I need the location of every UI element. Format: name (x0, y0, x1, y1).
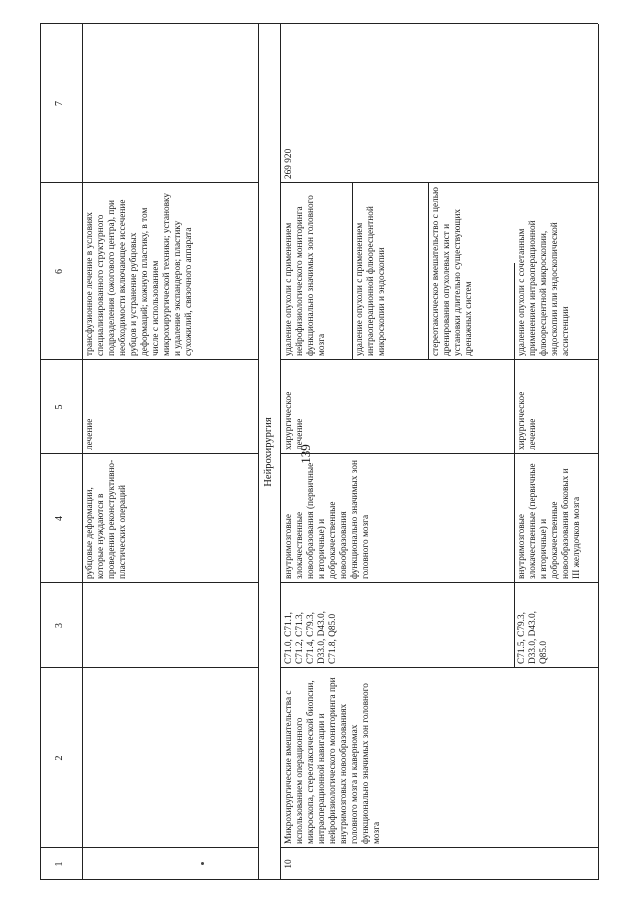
col-divider-2b (280, 667, 598, 668)
sub1-method-2: удаление опухоли с применением интраоперационной флюоресцентной микроскопии и эндоскопии (355, 206, 387, 356)
header-bottom-border (82, 24, 83, 880)
column-header-1: 1 (54, 861, 65, 867)
row-price: 269 920 (284, 148, 294, 179)
sub2-model: внутримозговые злокачественные (первичные и вторичные) и доброкачественные новообразования боковых и III желудочков мозга (517, 463, 582, 579)
col-divider-2a (40, 667, 258, 668)
subrow-divider (514, 263, 515, 668)
col-divider-1b (280, 847, 598, 848)
table-right-border (40, 23, 598, 24)
method-divider-2 (428, 183, 429, 360)
sub1-treatment: хирургическое лечение (284, 391, 305, 450)
section-title: Нейрохирургия (263, 417, 274, 487)
col-divider-6b (280, 182, 598, 183)
sub2-codes: C71.5, C79.3, D33.0, D43.0, Q85.0 (517, 611, 549, 664)
continuation-method: трансфузионное лечение в условиях специализированного структурного подразделения (ожогового центра), при необходимости включающее иссечение рубцов и устранение рубцовых деформаций; кожную пластику, в том числе с использованием микрохирургической техники; установку и удаление экспандеров; пластику сухожилий, связочного аппарата (85, 192, 194, 356)
row-number: 10 (284, 859, 294, 869)
column-header-5: 5 (54, 404, 65, 410)
table-left-border (40, 879, 598, 880)
sub2-method-1: удаление опухоли с сочетанным применением интраоперационной флюоресцентной микроскопии, эндоскопии или эндоскопической ассистенции (517, 220, 571, 356)
sub2-treatment: хирургическое лечение (517, 391, 538, 450)
sub1-method-3: стереотаксическое вмешательство с целью дренирования опухолевых кист и установки длительно существующих дренажных систем (431, 187, 474, 356)
col-divider-5a (40, 359, 258, 360)
column-header-7: 7 (54, 101, 65, 106)
page-number: 139 (298, 444, 313, 464)
col-divider-6a (40, 182, 258, 183)
section-line-upper (258, 24, 259, 880)
column-header-4: 4 (54, 516, 65, 521)
sub1-codes: C71.0, C71.1, C71.2, C71.3, C71.4, C79.3, D33.0, D43.0, C71.8, Q85.0 (284, 611, 338, 664)
col-divider-4a (40, 453, 258, 454)
table-bottom-border (598, 24, 599, 880)
row-name: Микрохирургические вмешательства с использованием операционного микроскопа, стереотаксической биопсии, интраоперационной навигации и нейрофизиологического мониторинга при внутримозговых новообразованиях головного мозга и каверномах функционально значимых зон головного мозга (284, 677, 382, 844)
section-line-lower (280, 24, 281, 880)
col-divider-5b (280, 359, 598, 360)
table-top-border (40, 24, 41, 880)
column-header-2: 2 (54, 755, 65, 761)
method-divider-1 (352, 183, 353, 360)
column-header-3: 3 (54, 623, 65, 628)
scan-speck (201, 862, 204, 865)
column-header-6: 6 (54, 269, 65, 274)
sub1-model: внутримозговые злокачественные новообразования (первичные и вторичные) и доброкачественные новообразования функционально значимых зон головного мозга (284, 460, 371, 579)
sub1-method-1: удаление опухоли с применением нейрофизиологического мониторинга функционально значимых зон головного мозга (284, 195, 327, 356)
continuation-treatment: лечение (85, 418, 95, 450)
col-divider-3a (40, 582, 258, 583)
col-divider-4b (280, 453, 598, 454)
col-divider-1a (40, 847, 258, 848)
col-divider-3b (280, 582, 598, 583)
continuation-model: рубцовые деформации, которые нуждаются в проведении реконструктивно-пластических операций (85, 459, 128, 579)
